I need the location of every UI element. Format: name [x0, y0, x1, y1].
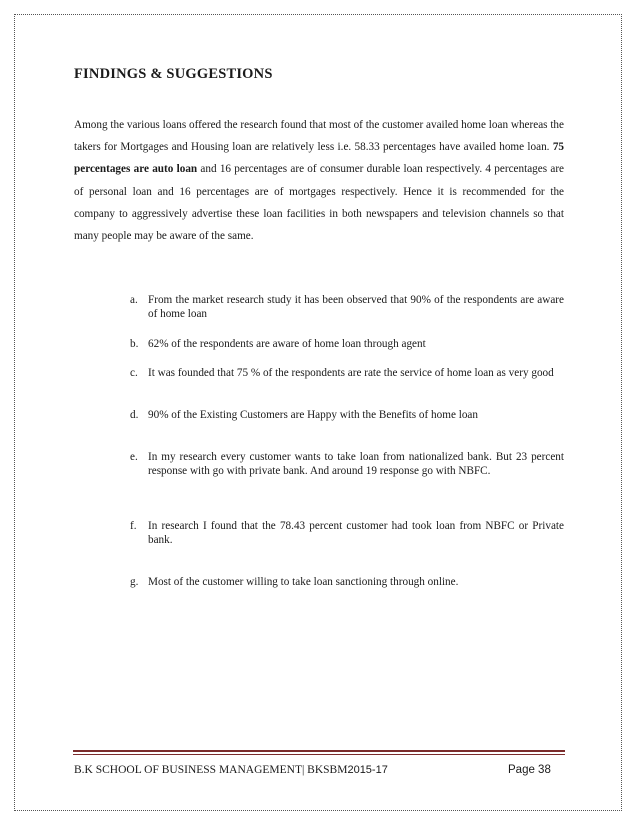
list-item-text: It was founded that 75 % of the respondents are rate the service of home loan as very good: [148, 367, 554, 379]
list-item: [130, 338, 564, 352]
list-marker: g.: [130, 576, 139, 588]
paragraph-text-2: and 16 percentages are of consumer durable loan respectively. 4 percentages are of personal loan and 16 percentages are of mortgages respectively. Hence it is recommended for the company to aggressively advertise these loan facilities in both newspapers and television channels so that many people may be aware of the same.: [74, 163, 565, 243]
footer-year: 2015-17: [347, 764, 388, 776]
footer-school-name: [74, 764, 388, 776]
list-item: [130, 367, 564, 381]
footer-school-text: B.K SCHOOL OF BUSINESS MANAGEMENT| BKSBM: [74, 764, 348, 776]
paragraph-text-1: Among the various loans offered the research found that most of the customer availed home loan whereas the takers for Mortgages and Housing loan are relatively less i.e. 58.33 percentages have availed home loan.: [74, 119, 564, 154]
list-marker: a.: [130, 294, 138, 306]
list-item-text: In my research every customer wants to take loan from nationalized bank. But 23 percent response with go with private bank. And around 19 response go with NBFC.: [148, 451, 564, 477]
section-heading: FINDINGS & SUGGESTIONS: [74, 66, 273, 82]
list-marker: b.: [130, 338, 139, 350]
list-marker: e.: [130, 451, 138, 463]
paragraph-bold-text: 75 percentages are auto loan: [74, 141, 564, 176]
list-item: [130, 294, 564, 321]
list-item-text: Most of the customer willing to take loan sanctioning through online.: [148, 576, 459, 588]
list-marker: c.: [130, 367, 138, 379]
footer-rule-thin: [73, 754, 565, 755]
list-item-text: 62% of the respondents are aware of home loan through agent: [148, 338, 426, 350]
findings-paragraph: [74, 114, 564, 247]
list-item-text: In research I found that the 78.43 percent customer had took loan from NBFC or Private bank.: [148, 520, 564, 546]
list-marker: f.: [130, 520, 137, 532]
list-marker: d.: [130, 409, 139, 421]
list-item: [130, 451, 564, 478]
list-item: [130, 520, 564, 547]
list-item: [130, 409, 564, 423]
list-item-text: From the market research study it has been observed that 90% of the respondents are aware of home loan: [148, 294, 564, 320]
footer-rule-thick: [73, 750, 565, 752]
list-item: [130, 576, 564, 590]
page-number: Page 38: [508, 764, 551, 776]
list-item-text: 90% of the Existing Customers are Happy with the Benefits of home loan: [148, 409, 478, 421]
